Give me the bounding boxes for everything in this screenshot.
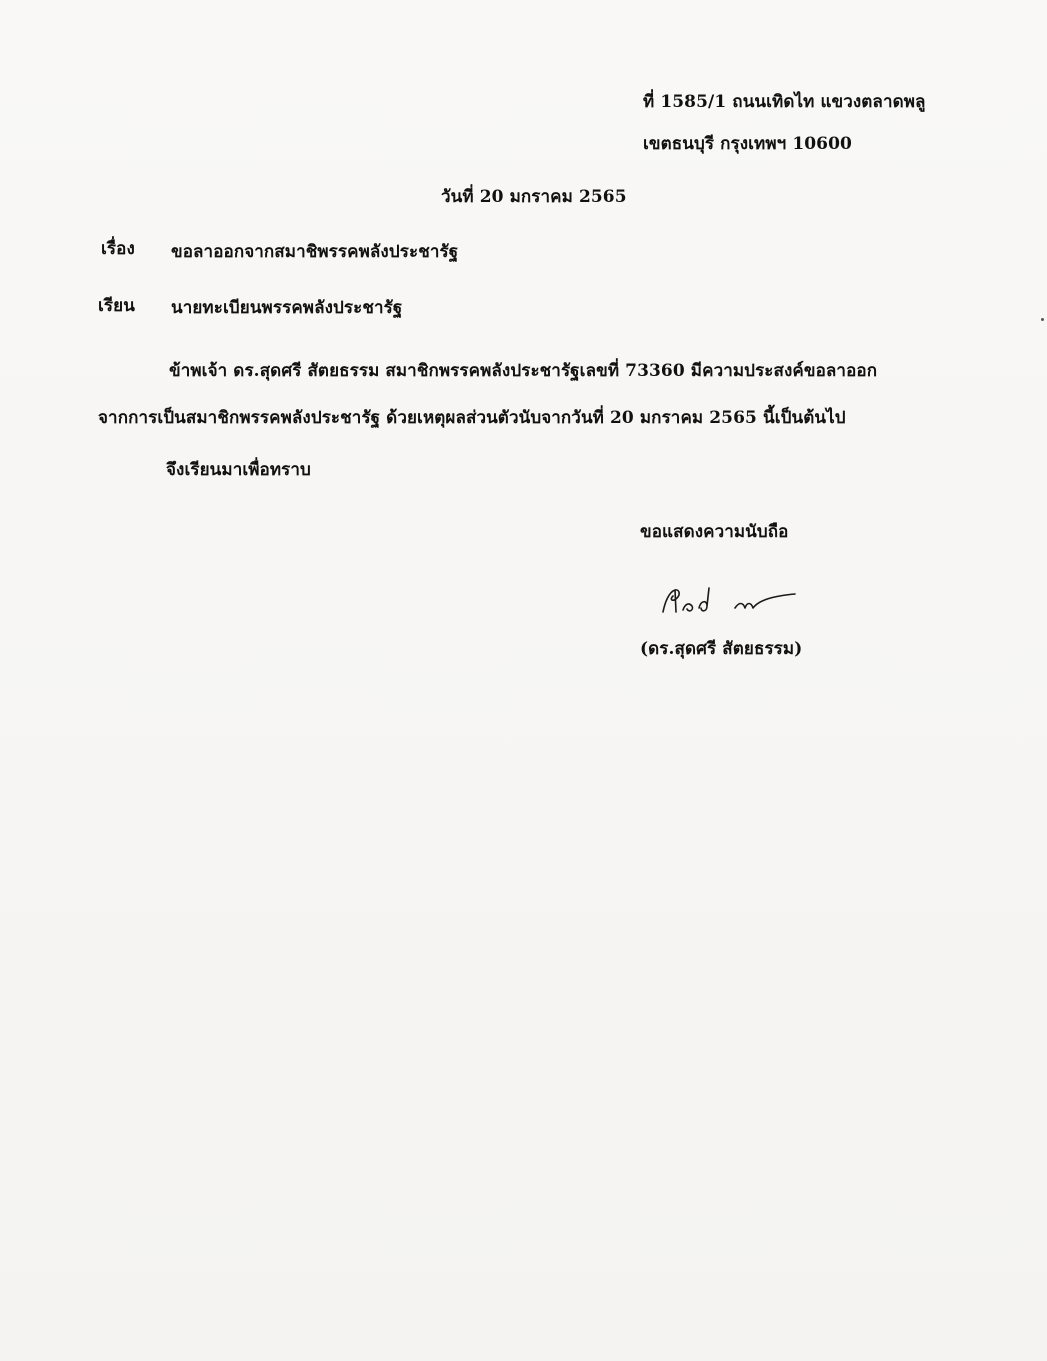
body-paragraph-line1: ข้าพเจ้า ดร.สุดศรี สัตยธรรม สมาชิกพรรคพลังประชารัฐเลขที่ 73360 มีความประสงค์ขอลาออก	[169, 361, 878, 381]
sender-address-line1: ที่ 1585/1 ถนนเทิดไท แขวงตลาดพลู	[643, 92, 926, 112]
recipient-text: นายทะเบียนพรรคพลังประชารัฐ	[171, 298, 403, 318]
closing-salutation: ขอแสดงความนับถือ	[640, 522, 789, 542]
recipient-label: เรียน	[98, 296, 135, 316]
handwritten-signature	[655, 582, 805, 622]
signer-name: (ดร.สุดศรี สัตยธรรม)	[640, 639, 803, 659]
paper-speck	[1041, 318, 1044, 321]
subject-text: ขอลาออกจากสมาชิพรรคพลังประชารัฐ	[171, 242, 459, 262]
sender-address-line2: เขตธนบุรี กรุงเทพฯ 10600	[643, 134, 852, 154]
subject-label: เรื่อง	[101, 239, 135, 259]
letter-date: วันที่ 20 มกราคม 2565	[441, 187, 627, 207]
body-paragraph-line2: จากการเป็นสมาชิกพรรคพลังประชารัฐ ด้วยเหตุผลส่วนตัวนับจากวันที่ 20 มกราคม 2565 นี้เป็นต้นไป	[98, 408, 846, 428]
body-paragraph-line3: จึงเรียนมาเพื่อทราบ	[166, 460, 311, 480]
